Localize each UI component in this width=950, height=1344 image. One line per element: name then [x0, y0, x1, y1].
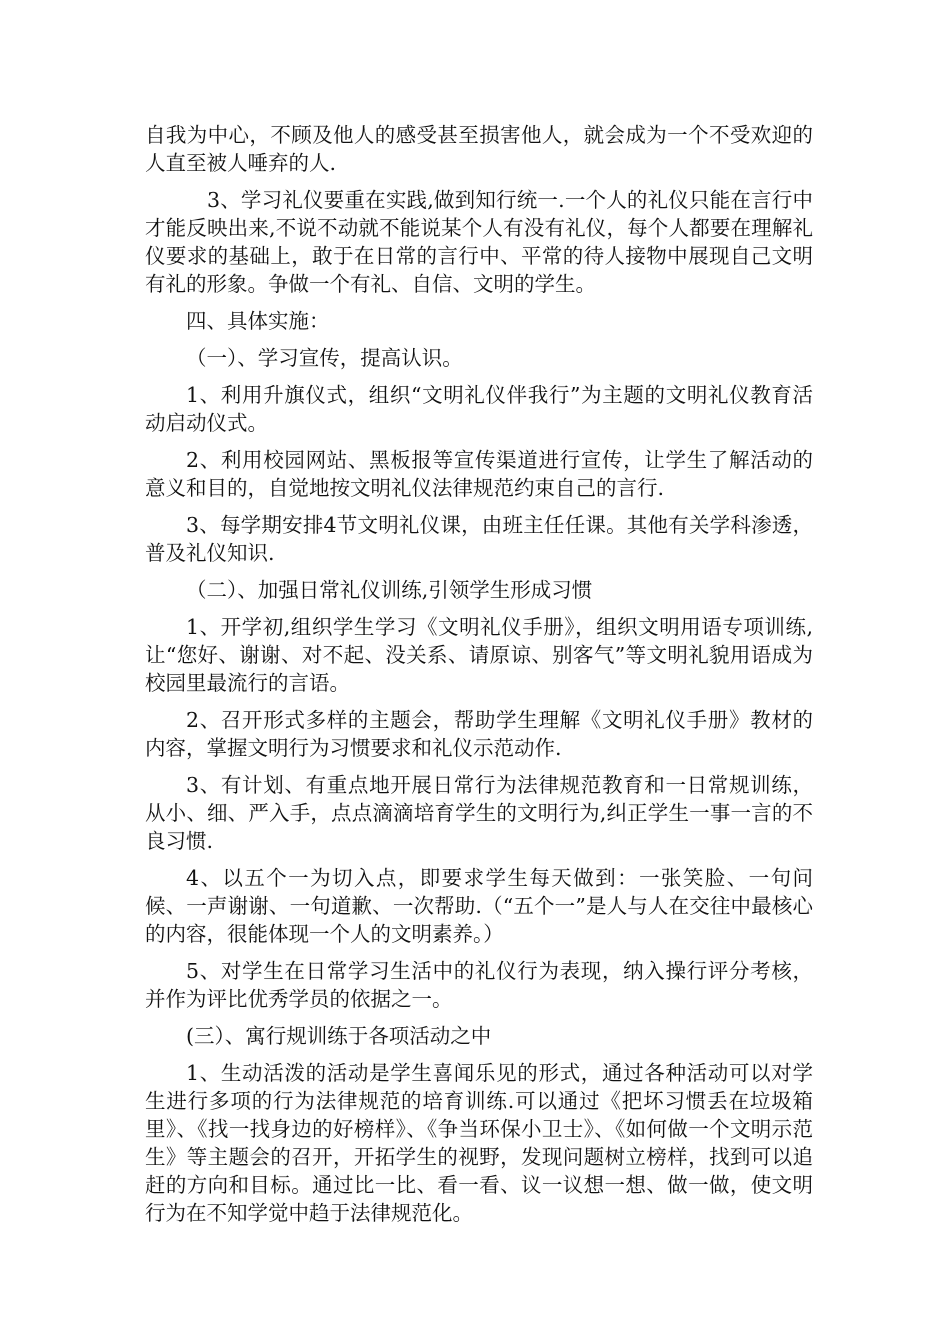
subsection-heading-3: (三）、寓行规训练于各项活动之中 — [186, 1024, 492, 1048]
section-heading-implementation: 四、具体实施： — [186, 309, 330, 333]
subsection-heading-1: （一）、学习宣传，提高认识。 — [186, 346, 463, 370]
paragraph-continuation: 自我为中心，不顾及他人的感受甚至损害他人，就会成为一个不受欢迎的人直至被人唾弃的人. — [145, 123, 813, 175]
list-item: 2、利用校园网站、黑板报等宣传渠道进行宣传，让学生了解活动的意义和目的，自觉地按文明礼仪法律规范约束自己的言行. — [145, 448, 813, 500]
list-item: 3、每学期安排4节文明礼仪课，由班主任任课。其他有关学科渗透，普及礼仪知识. — [145, 513, 813, 565]
subsection-heading-2: （二）、加强日常礼仪训练,引领学生形成习惯 — [186, 578, 593, 602]
list-item: 3、有计划、有重点地开展日常行为法律规范教育和一日常规训练，从小、细、严入手，点点滴滴培育学生的文明行为,纠正学生一事一言的不良习惯. — [145, 773, 813, 853]
list-item: 4、以五个一为切入点，即要求学生每天做到：一张笑脸、一句问候、一声谢谢、一句道歉、一次帮助.（“五个一”是人与人在交往中最核心的内容，很能体现一个人的文明素养。） — [145, 866, 813, 946]
list-item: 5、对学生在日常学习生活中的礼仪行为表现，纳入操行评分考核，并作为评比优秀学员的依据之一。 — [145, 959, 813, 1011]
list-item: 1、生动活泼的活动是学生喜闻乐见的形式，通过各种活动可以对学生进行多项的行为法律规范的培育训练.可以通过《把坏习惯丢在垃圾箱里》、《找一找身边的好榜样》、《争当环保小卫士》、《如何做一个文明示范生》等主题会的召开，开拓学生的视野，发现问题树立榜样，找到可以追赶的方向和目标。通过比一比、看一看、议一议想一想、做一做，使文明行为在不知学觉中趋于法律规范化。 — [145, 1061, 813, 1225]
document-body — [145, 121, 813, 1236]
list-item: 1、利用升旗仪式，组织“文明礼仪伴我行”为主题的文明礼仪教育活动启动仪式。 — [145, 383, 813, 435]
list-item: 1、开学初,组织学生学习《文明礼仪手册》，组织文明用语专项训练,让“您好、谢谢、对不起、没关系、请原谅、别客气”等文明礼貌用语成为校园里最流行的言语。 — [145, 615, 813, 695]
paragraph-practice: 3、学习礼仪要重在实践,做到知行统一.一个人的礼仪只能在言行中才能反映出来,不说不动就不能说某个人有没有礼仪，每个人都要在理解礼仪要求的基础上，敢于在日常的言行中、平常的待人接物中展现自己文明有礼的形象。争做一个有礼、自信、文明的学生。 — [145, 188, 813, 296]
list-item: 2、召开形式多样的主题会，帮助学生理解《文明礼仪手册》教材的内容，掌握文明行为习惯要求和礼仪示范动作. — [145, 708, 813, 760]
